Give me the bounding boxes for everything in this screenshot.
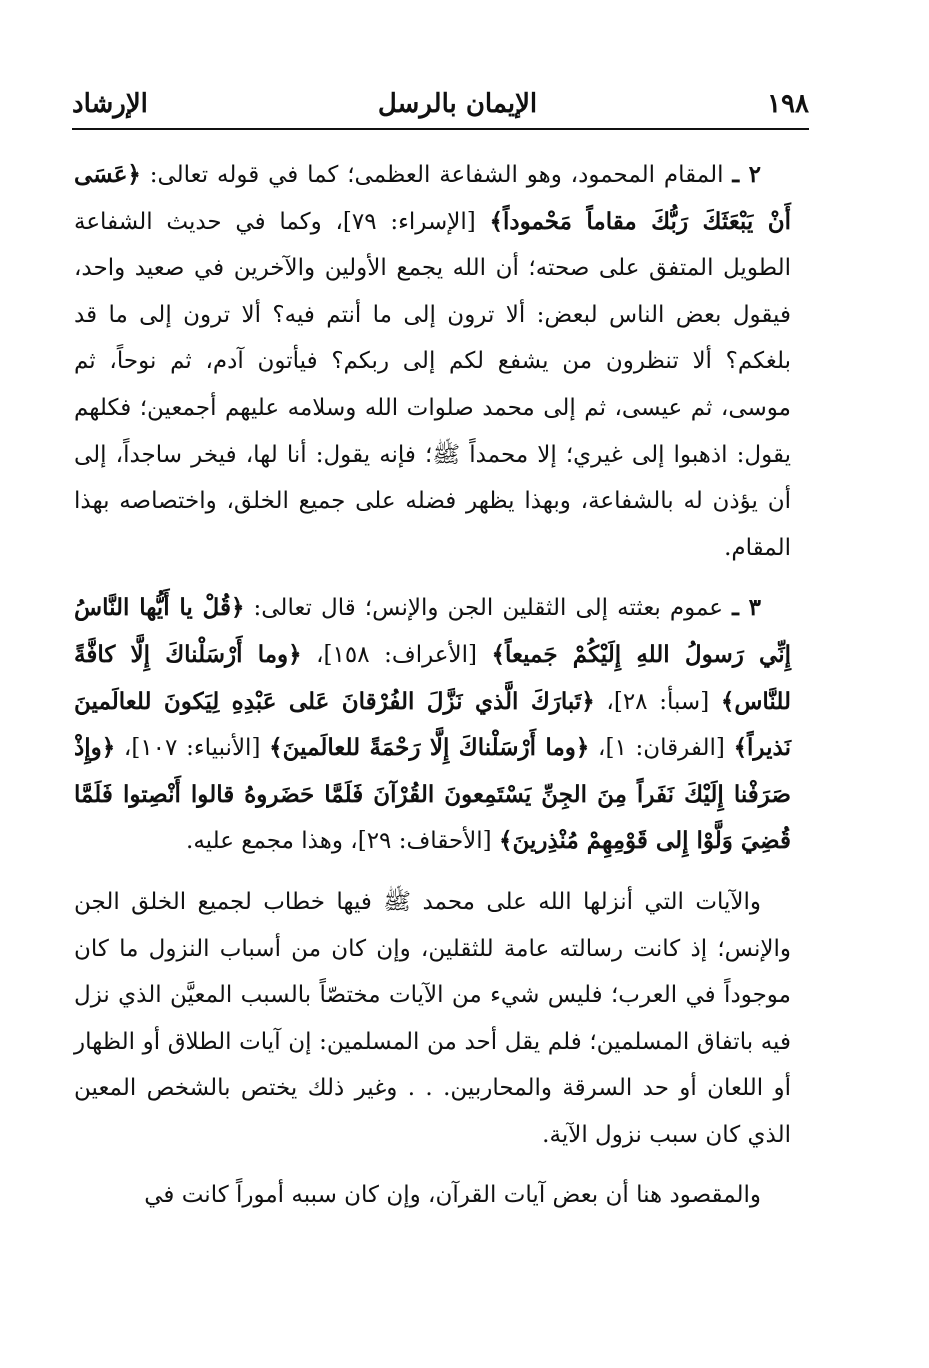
paragraph-text: [الفرقان: ١]، bbox=[589, 735, 734, 762]
paragraph bbox=[74, 585, 791, 865]
chapter-title: الإيمان بالرسل bbox=[377, 89, 538, 119]
paragraph-text: [سبأ: ٢٨]، bbox=[594, 688, 721, 715]
quran-verse: ﴿وما أَرْسَلْناكَ إِلَّا رَحْمَةً للعالَمينَ﴾ bbox=[269, 734, 590, 762]
page-body bbox=[74, 152, 791, 1219]
paragraph-text: [الأنبياء: ١٠٧]، bbox=[115, 735, 270, 762]
quran-verse: ﴿وما أَرْسَلْناكَ إِلَّا كافَّةً للنَّاس﴾ bbox=[74, 640, 791, 715]
paragraph-text: [الإسراء: ٧٩]، وكما في حديث الشفاعة الطويل المتفق على صحته؛ أن الله يجمع الأولين والآخرين في صعيد واحد، فيقول بعض الناس لبعض: ألا ترون إلى ما أنتم فيه؟ ألا ترون إلى ما قد بلغكم؟ ألا تنظرون من يشفع لكم إلى ربكم؟ فيأتون آدم، ثم نوحاً، ثم موسى، ثم عيسى، ثم إلى محمد صلوات الله وسلامه عليهم أجمعين؛ فكلهم يقول: اذهبوا إلى غيري؛ إلا محمداً ﷺ؛ فإنه يقول: أنا لها، فيخر ساجداً، إلى أن يؤذن له بالشفاعة، وبهذا يظهر فضله على جميع الخلق، واختصاصه بهذا المقام. bbox=[74, 208, 791, 561]
page-header bbox=[72, 84, 809, 124]
book-title: الإرشاد bbox=[72, 89, 148, 119]
paragraph-text: والآيات التي أنزلها الله على محمد ﷺ فيها خطاب لجميع الخلق الجن والإنس؛ إذ كانت رسالته عامة للثقلين، وإن كان من أسباب النزول ما كان موجوداً في العرب؛ فليس شيء من الآيات مختصّاً بالسبب المعيَّن الذي نزل فيه باتفاق المسلمين؛ فلم يقل أحد من المسلمين: إن آيات الطلاق أو الظهار أو اللعان أو حد السرقة والمحاربين. . . وغير ذلك يختص بالشخص المعين الذي كان سبب نزول الآية. bbox=[74, 888, 791, 1148]
quran-verse: ﴿وإِذْ صَرَفْنا إِلَيْكَ نَفَراً مِنَ الجِنِّ يَسْتَمِعونَ القُرْآنَ فَلَمَّا حَضَروهُ قالوا أَنْصِتوا فَلَمَّا قُضِيَ وَلَّوْا إِلى قَوْمِهِمْ مُنْذِرينَ﴾ bbox=[74, 734, 791, 855]
paragraph-text: [الأعراف: ١٥٨]، bbox=[301, 641, 492, 668]
quran-verse: ﴿عَسَى أَنْ يَبْعَثَكَ رَبُّكَ مقاماً مَحْموداً﴾ bbox=[74, 161, 791, 235]
paragraph-number: ٣ ـ bbox=[732, 594, 761, 622]
header-divider bbox=[72, 128, 809, 130]
quran-verse: ﴿قُلْ يا أَيُّها النَّاسُ إِنِّي رَسولُ اللهِ إِلَيْكُمْ جَميعاً﴾ bbox=[74, 594, 792, 668]
paragraph bbox=[74, 1172, 791, 1219]
paragraph bbox=[74, 879, 791, 1159]
paragraph-text: عموم بعثته إلى الثقلين الجن والإنس؛ قال تعالى: bbox=[244, 595, 733, 622]
quran-verse: ﴿تَبارَكَ الَّذي نَزَّلَ الفُرْقانَ عَلى عَبْدِهِ لِيَكونَ للعالَمينَ نَذيراً﴾ bbox=[74, 687, 791, 762]
paragraph-text: والمقصود هنا أن بعض آيات القرآن، وإن كان سببه أموراً كانت في bbox=[144, 1182, 761, 1209]
page-number: ١٩٨ bbox=[767, 89, 809, 119]
paragraph-number: ٢ ـ bbox=[732, 161, 761, 188]
paragraph-text: [الأحقاف: ٢٩]، وهذا مجمع عليه. bbox=[186, 828, 499, 855]
paragraph bbox=[74, 152, 791, 571]
paragraph-text: المقام المحمود، وهو الشفاعة العظمى؛ كما في قوله تعالى: bbox=[140, 162, 733, 188]
